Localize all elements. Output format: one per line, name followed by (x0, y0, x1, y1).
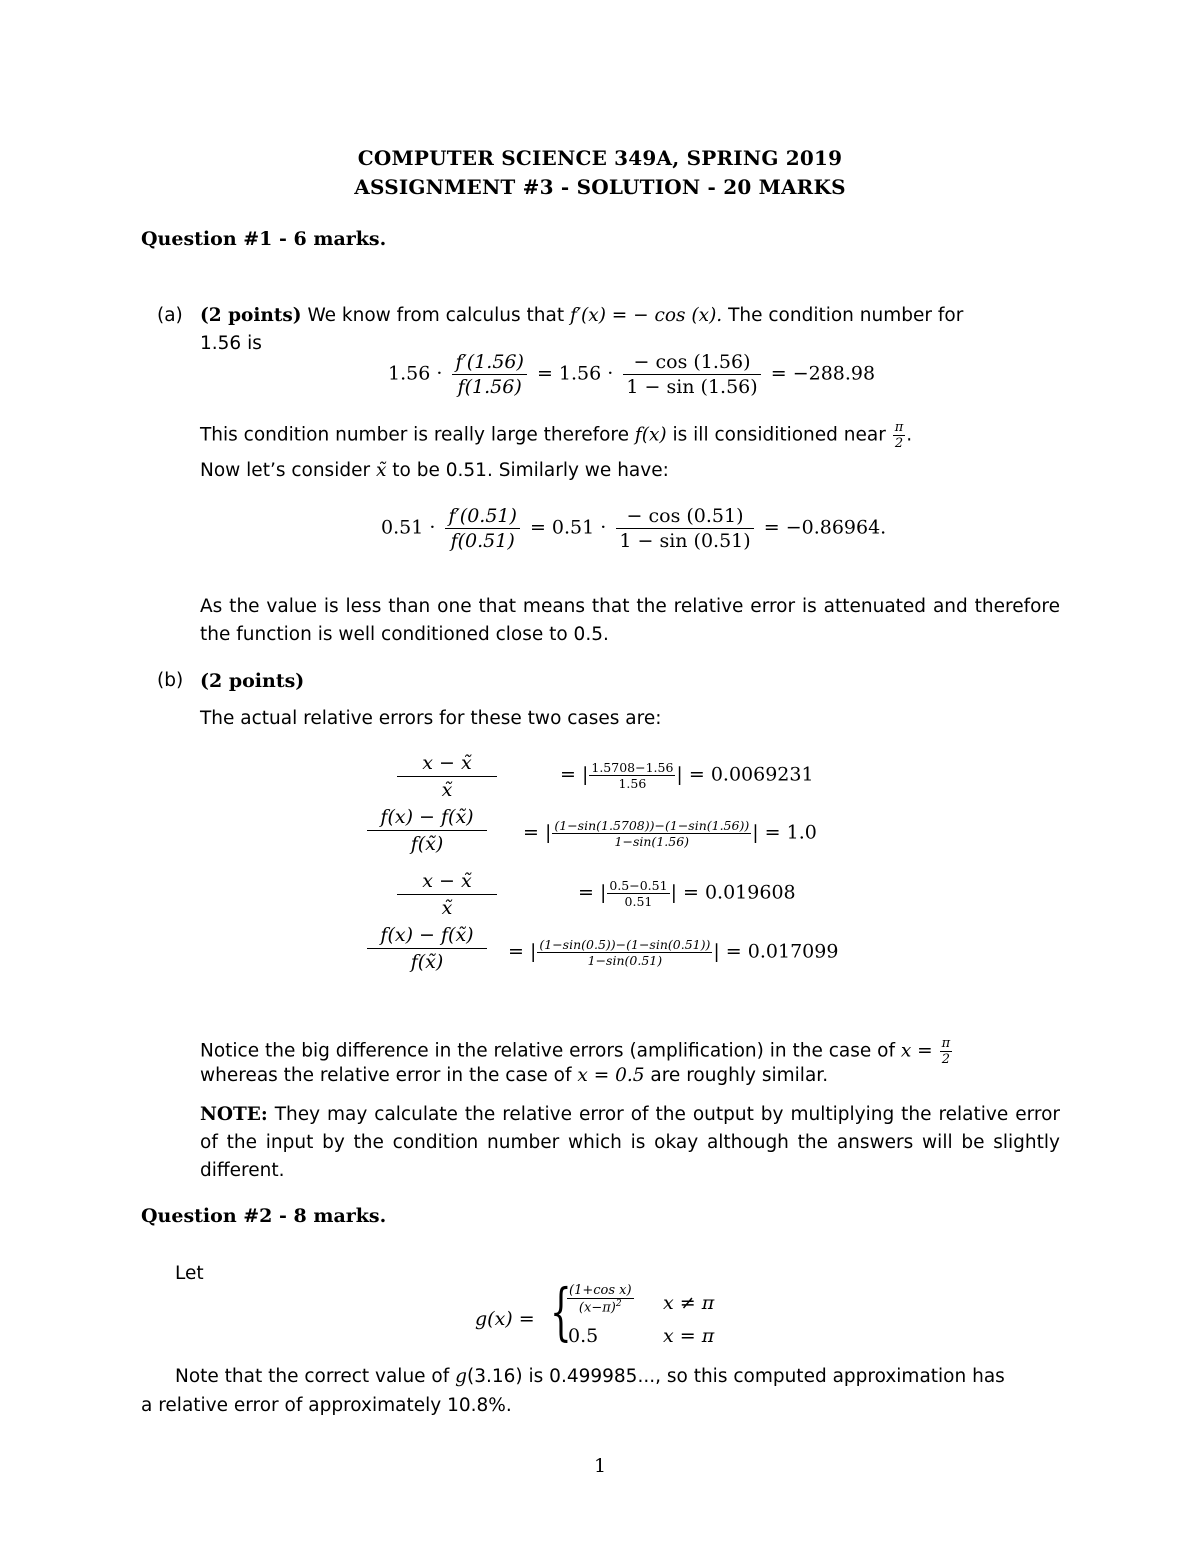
notice-line2-after: are roughly similar. (650, 1065, 829, 1086)
eq2-middle: = 0.51 · (529, 516, 607, 539)
eq2-frac1-denominator: f(0.51) (450, 530, 515, 552)
part-a-conclusion: As the value is less than one that means that the relative error is attenuated and therefore the function is well conditioned close to 0.5. (200, 596, 1060, 645)
ill-near-den: 2 (894, 436, 904, 451)
eq1-fraction-2 (623, 351, 760, 398)
eq2-frac2-numerator: − cos (0.51) (616, 505, 753, 529)
q2-note-line-2: a relative error of approximately 10.8%. (141, 1395, 512, 1416)
eq2-factor: 0.51 · (381, 516, 436, 539)
consider-before: Now let’s consider (200, 460, 371, 481)
notice-before: Notice the big difference in the relative errors (amplification) in the case of (200, 1040, 895, 1062)
part-a-points: (2 points) (200, 305, 302, 326)
eq1-frac1-numerator: f′(1.56) (452, 351, 526, 375)
row3-rhs-num: 0.5−0.51 (609, 878, 668, 893)
part-b-intro: The actual relative errors for these two cases are: (200, 708, 662, 729)
eq1-frac1-denominator: f(1.56) (457, 376, 522, 398)
notice-line-2 (200, 1065, 828, 1086)
part-a-intro-after: The condition number for (728, 305, 964, 326)
notice-equation: x = (900, 1040, 933, 1062)
part-a-intro (200, 305, 1060, 326)
assignment-title: ASSIGNMENT #3 - SOLUTION - 20 MARKS (354, 175, 846, 199)
part-a-derivative: f′(x) = − cos (x). (570, 305, 723, 326)
notice-den: 2 (941, 1052, 950, 1067)
row3-lhs-den: x̃ (441, 897, 453, 919)
g-lhs (475, 1308, 535, 1330)
eq2-fraction-1 (445, 505, 519, 552)
eq1-middle: = 1.56 · (536, 362, 614, 385)
row2-close: | = 1.0 (752, 821, 817, 844)
rel-error-row-3-rhs (578, 878, 796, 909)
ill-text-after: is ill considitioned near (672, 424, 886, 446)
row4-open: = | (508, 940, 537, 963)
row2-open: = | (523, 821, 552, 844)
rel-error-row-4-rhs (508, 937, 838, 968)
notice-fraction (940, 1036, 953, 1067)
piecewise-brace: { (550, 1275, 572, 1348)
rel-error-row-3-lhs (397, 870, 497, 919)
rel-error-row-1-lhs (397, 752, 497, 801)
question-2-heading: Question #2 - 8 marks. (141, 1205, 387, 1227)
row2-rhs-num: (1−sin(1.5708))−(1−sin(1.56)) (554, 818, 750, 833)
case2-value: 0.5 (568, 1325, 599, 1347)
rel-error-row-2-rhs (523, 818, 817, 849)
row3-open: = | (578, 881, 607, 904)
q2-note-before: Note that the correct value of (175, 1366, 450, 1387)
eq1-frac2-denominator: 1 − sin (1.56) (626, 376, 758, 398)
case2-condition: x = π (663, 1325, 715, 1347)
part-a-label: (a) (157, 305, 183, 326)
row4-rhs-den: 1−sin(0.51) (587, 953, 663, 968)
case1-den: (x−π) (578, 1300, 616, 1316)
part-a-intro-text: We know from calculus that (307, 305, 565, 326)
notice-line2-eq: x = 0.5 (577, 1065, 645, 1086)
consider-after: to be 0.51. Similarly we have: (392, 460, 669, 481)
row3-close: | = 0.019608 (670, 881, 796, 904)
rel-error-row-1-rhs (560, 760, 814, 791)
case1-condition: x ≠ π (663, 1292, 715, 1314)
case1-den-exp: 2 (615, 1299, 622, 1309)
eq1-result: = −288.98 (770, 362, 876, 385)
piecewise-case-1 (566, 1283, 635, 1315)
question-1-heading: Question #1 - 6 marks. (141, 228, 387, 250)
part-a-intro-line2: 1.56 is (200, 333, 262, 354)
eq1-frac2-numerator: − cos (1.56) (623, 351, 760, 375)
eq2-fraction-2 (616, 505, 753, 552)
row1-open: = | (560, 763, 589, 786)
row2-lhs-den: f(x̃) (410, 833, 444, 855)
ill-near-fraction (893, 420, 906, 451)
row1-rhs-num: 1.5708−1.56 (591, 760, 674, 775)
row4-lhs-num: f(x) − f(x̃) (367, 924, 487, 949)
eq2-result: = −0.86964. (763, 516, 887, 539)
note-paragraph (200, 1101, 1060, 1185)
ill-fx: f(x) (634, 424, 667, 446)
rel-error-row-2-lhs (367, 806, 487, 855)
case1-fraction (567, 1283, 634, 1315)
notice-num: π (941, 1036, 951, 1051)
row4-rhs-num: (1−sin(0.5))−(1−sin(0.51)) (539, 937, 711, 952)
row4-lhs-den: f(x̃) (410, 951, 444, 973)
let-text: Let (175, 1263, 204, 1284)
row4-close: | = 0.017099 (713, 940, 839, 963)
consider-text (200, 460, 669, 481)
case1-num: (1+cos x) (569, 1283, 632, 1298)
q2-note-arg: (3.16) is 0.499985..., so this computed approximation has (467, 1366, 1005, 1387)
page-number: 1 (593, 1455, 607, 1477)
condition-number-equation-1 (388, 351, 875, 398)
eq1-fraction-1 (452, 351, 526, 398)
eq2-frac1-numerator: f′(0.51) (445, 505, 519, 529)
notice-line2-before: whereas the relative error in the case of (200, 1065, 572, 1086)
part-b-label: (b) (157, 670, 184, 691)
g-lhs-text: g(x) = (475, 1308, 535, 1330)
rel-error-row-4-lhs (367, 924, 487, 973)
condition-number-equation-2 (381, 505, 886, 552)
notice-line-1 (200, 1036, 953, 1067)
row3-rhs-den: 0.51 (624, 894, 653, 909)
eq1-factor: 1.56 · (388, 362, 443, 385)
part-b-points: (2 points) (200, 670, 305, 692)
consider-variable: x̃ (375, 460, 387, 481)
q2-note-line-1 (175, 1366, 1060, 1387)
row1-close: | = 0.0069231 (676, 763, 814, 786)
ill-near-num: π (894, 420, 904, 435)
ill-text-before: This condition number is really large therefore (200, 424, 629, 446)
eq2-frac2-denominator: 1 − sin (0.51) (619, 530, 751, 552)
q2-note-g: g (455, 1366, 468, 1387)
row2-lhs-num: f(x) − f(x̃) (367, 806, 487, 831)
row1-rhs-den: 1.56 (618, 776, 647, 791)
row2-rhs-den: 1−sin(1.56) (614, 834, 690, 849)
row1-lhs-den: x̃ (441, 779, 453, 801)
row1-lhs-num: x − x̃ (397, 752, 497, 777)
note-text: They may calculate the relative error of the output by multiplying the relative error of the input by the condition number which is okay although the answers will be slightly different. (200, 1104, 1060, 1181)
ill-conditioned-text: This condition number is really large therefore f(x) is ill considitioned near $\frac{\pi}{2}$ . (200, 420, 913, 451)
note-label: NOTE: (200, 1104, 268, 1125)
row3-lhs-num: x − x̃ (397, 870, 497, 895)
course-title: COMPUTER SCIENCE 349A, SPRING 2019 (357, 146, 843, 170)
